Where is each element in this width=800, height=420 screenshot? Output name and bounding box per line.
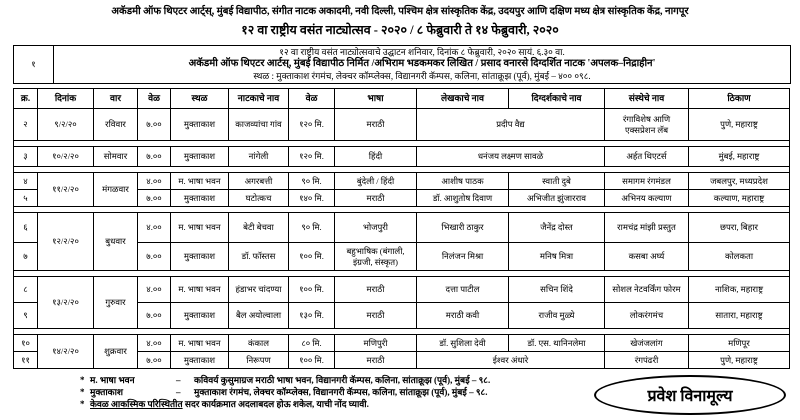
- cell-date: १०/२/२०: [38, 147, 94, 167]
- cell-author-director: धनंजय लक्ष्मण सावळे: [417, 147, 605, 167]
- cell-play: बेटी बेचवा: [229, 213, 289, 243]
- cell-sr: १०: [14, 335, 38, 352]
- cell-author: निलंजन मिश्रा: [417, 243, 509, 271]
- cell-duration: १४० मि.: [289, 190, 335, 207]
- cell-play: घटोत्कच: [229, 190, 289, 207]
- footnote-bullet: *: [80, 387, 85, 398]
- free-entry-stamp-label: प्रवेश विनामूल्य: [647, 388, 733, 405]
- footnote-term: म. भाषा भवन: [90, 375, 135, 385]
- inauguration-line2: अकॅडमी ऑफ थिएटर आर्टस्, मुंबई विद्यापीठ निर्मित /अभिराम भडकमकर लिखित / प्रसाद वनारसे दिग्दर्शित नाटक 'अपलक–निद्राहीन': [188, 58, 656, 70]
- cell-author-director: ईश्वर अंधारे: [417, 352, 605, 369]
- cell-author: दत्ता पाटील: [417, 277, 509, 303]
- cell-language: बुंदेली / हिंदी: [335, 173, 417, 190]
- footnote-text: मुक्ताकाश रंगमंच, लेक्चर कॉम्प्लेक्स, विद्यानगरी कॅम्पस, कलिना, सांताक्रूझ (पूर्व), मुंबई – ९८.: [194, 387, 488, 398]
- cell-play: काजव्यांचा गांव: [229, 109, 289, 141]
- cell-venue: मुक्ताकाश: [171, 147, 229, 167]
- cell-author: भिखारी ठाकुर: [417, 213, 509, 243]
- cell-venue: मुक्ताकाश: [171, 109, 229, 141]
- inauguration-line1: १२ वा राष्ट्रीय वसंत नाट्योत्सवाचे उद्घाटन शनिवार, दिनांक ८ फेब्रुवारी, २०२० सायं. ६.३० वा.: [279, 47, 565, 57]
- cell-sr: ७: [14, 243, 38, 271]
- cell-language: मराठी: [335, 277, 417, 303]
- cell-language: भोजपुरी: [335, 213, 417, 243]
- cell-duration: १०० मि.: [289, 277, 335, 303]
- cell-venue: म. भाषा भवन: [171, 335, 229, 352]
- schedule-block: [13, 88, 790, 369]
- cell-time: ७.००: [138, 303, 171, 329]
- cell-date: १३/२/२०: [38, 277, 94, 329]
- cell-date: १४/२/२०: [38, 335, 94, 369]
- cell-language: मणिपुरी: [335, 335, 417, 352]
- cell-venue: म. भाषा भवन: [171, 213, 229, 243]
- cell-director: अभिजीत झुंजारराव: [509, 190, 605, 207]
- cell-date: ११/२/२०: [38, 173, 94, 207]
- cell-organisation: लोकरंगमंच: [605, 303, 689, 329]
- festival-title: १२ वा राष्ट्रीय वसंत नाट्योत्सव - २०२० / ८ फेब्रुवारी ते १४ फेब्रुवारी, २०२०: [241, 23, 559, 37]
- cell-director: डॉ. एस. थानिनलेमा: [509, 335, 605, 352]
- cell-organisation: समागम रंगमंडल: [605, 173, 689, 190]
- table-row: [14, 109, 790, 141]
- cell-time: ७.००: [138, 352, 171, 369]
- table-row: [14, 147, 790, 167]
- cell-time: ७.००: [138, 190, 171, 207]
- cell-date: ९/२/२०: [38, 109, 94, 141]
- col-header-time: वेळ: [138, 89, 171, 109]
- cell-play: निरूपण: [229, 352, 289, 369]
- cell-day: शुक्रवार: [94, 335, 138, 369]
- cell-duration: ९० मि.: [289, 213, 335, 243]
- inauguration-details: [54, 46, 791, 84]
- cell-duration: ९० मि.: [289, 173, 335, 190]
- cell-sr: ४: [14, 173, 38, 190]
- cell-place: कोलकता: [689, 243, 790, 271]
- cell-language: मराठी: [335, 303, 417, 329]
- cell-time: ७.००: [138, 109, 171, 141]
- organising-bodies-line: अकॅडमी ऑफ थिएटर आर्ट्स्, मुंबई विद्यापीठ, संगीत नाटक अकादमी, नवी दिल्ली, पश्चिम क्षेत्र सांस्कृतिक केंद्र, उदयपुर आणि दक्षिण मध्य क्षेत्र सांस्कृतिक केंद्र, नागपूर: [111, 6, 689, 17]
- footnote-term: मुक्ताकाश: [90, 387, 124, 398]
- cell-play: कंकाल: [229, 335, 289, 352]
- inauguration-line3: स्थळ : मुक्ताकाश रंगमंच, लेक्चर कॉम्प्लेक्स, विद्यानगरी कॅम्पस, कलिना, सांताक्रूझ (पूर्व), मुंबई – ४०० ०९८.: [253, 70, 591, 81]
- cell-author: डॉ. आशुतोष दिवाण: [417, 190, 509, 207]
- cell-sr-number: १: [14, 46, 54, 84]
- document-header: [0, 0, 800, 38]
- cell-director: सचिन शिंदे: [509, 277, 605, 303]
- footnote-bullet: *: [80, 399, 85, 410]
- cell-play: बैल अयोल्वाला: [229, 303, 289, 329]
- cell-play: डॉ. फॉस्तस: [229, 243, 289, 271]
- cell-language: मराठी: [335, 190, 417, 207]
- cell-duration: १२० मि.: [289, 109, 335, 141]
- schedule-table: [13, 88, 790, 369]
- footnote-rest: सदर कार्यक्रमात अदलाबदल होऊ शकेल, याची नोंद घ्यावी.: [182, 399, 369, 410]
- cell-date: १२/२/२०: [38, 213, 94, 271]
- cell-director: मनिष मित्रा: [509, 243, 605, 271]
- cell-duration: १०० मि.: [289, 352, 335, 369]
- cell-play: नांगेली: [229, 147, 289, 167]
- cell-day: बुधवार: [94, 213, 138, 271]
- header-row: [14, 89, 790, 109]
- table-row: [14, 173, 790, 190]
- cell-place: मणिपूर: [689, 335, 790, 352]
- cell-venue: म. भाषा भवन: [171, 277, 229, 303]
- cell-venue: मुक्ताकाश: [171, 303, 229, 329]
- cell-venue: मुक्ताकाश: [171, 190, 229, 207]
- cell-language: मराठी: [335, 109, 417, 141]
- cell-sr: ५: [14, 190, 38, 207]
- footnote-dash: –: [176, 375, 181, 385]
- table-row: [14, 277, 790, 303]
- table-row: [14, 335, 790, 352]
- cell-language: हिंदी: [335, 147, 417, 167]
- cell-director: स्वाती दुबे: [509, 173, 605, 190]
- col-header-sr: क्र.: [14, 89, 38, 109]
- cell-sr: ६: [14, 213, 38, 243]
- cell-place: मुंबई, महाराष्ट्र: [689, 147, 790, 167]
- cell-organisation: रंगाविशेष आणि एक्सप्रेशन लॅब: [605, 109, 689, 141]
- cell-duration: १२० मि.: [289, 147, 335, 167]
- cell-duration: १३० मि.: [289, 303, 335, 329]
- cell-time: ४.००: [138, 213, 171, 243]
- cell-place: नाशिक, महाराष्ट्र: [689, 277, 790, 303]
- cell-duration: ८० मि.: [289, 335, 335, 352]
- cell-day: सोमवार: [94, 147, 138, 167]
- cell-sr: २: [14, 109, 38, 141]
- cell-organisation: अर्हत थिएटर्स: [605, 147, 689, 167]
- cell-author: मराठी कवी: [417, 303, 509, 329]
- cell-venue: म. भाषा भवन: [171, 173, 229, 190]
- col-header-date: दिनांक: [38, 89, 94, 109]
- col-header-author: लेखकाचे नाव: [417, 89, 509, 109]
- cell-day: मंगळवार: [94, 173, 138, 207]
- footnote-bullet: *: [80, 375, 85, 385]
- cell-place: छपरा, बिहार: [689, 213, 790, 243]
- cell-play: अगरबत्ती: [229, 173, 289, 190]
- cell-sr: ३: [14, 147, 38, 167]
- cell-organisation: खेजंजलांग: [605, 335, 689, 352]
- cell-place: पुणे, महाराष्ट्र: [689, 109, 790, 141]
- cell-language: बहुभाषिक (बंगाली, इंग्रजी, संस्कृत): [335, 243, 417, 271]
- cell-author: डॉ. सुशिला देवी: [417, 335, 509, 352]
- cell-time: ४.००: [138, 335, 171, 352]
- cell-venue: मुक्ताकाश: [171, 243, 229, 271]
- cell-author-director: प्रदीप वैद्य: [417, 109, 605, 141]
- cell-organisation: सोशल नेटवर्किंग फोरम: [605, 277, 689, 303]
- cell-sr: ११: [14, 352, 38, 369]
- cell-organisation: कसबा अर्घ्य: [605, 243, 689, 271]
- inauguration-block: [13, 45, 790, 84]
- cell-organisation: अभिनय कल्याण: [605, 190, 689, 207]
- cell-language: मराठी: [335, 352, 417, 369]
- inauguration-table: [13, 45, 791, 84]
- cell-time: ४.००: [138, 173, 171, 190]
- cell-director: जैनेंद्र दोस्त: [509, 213, 605, 243]
- cell-time: ४.००: [138, 277, 171, 303]
- cell-director: राजीव मुळ्ये: [509, 303, 605, 329]
- col-header-language: भाषा: [335, 89, 417, 109]
- col-header-place: ठिकाण: [689, 89, 790, 109]
- cell-time: ७.००: [138, 243, 171, 271]
- cell-sr: ८: [14, 277, 38, 303]
- cell-organisation: रामचंद्र मांझी प्रस्तुत: [605, 213, 689, 243]
- col-header-venue: स्थळ: [171, 89, 229, 109]
- footnote-dash: –: [176, 387, 181, 398]
- cell-day: गुरुवार: [94, 277, 138, 329]
- cell-play: हंडाभर चांदण्या: [229, 277, 289, 303]
- cell-sr: ९: [14, 303, 38, 329]
- cell-duration: १०० मि.: [289, 243, 335, 271]
- cell-venue: मुक्ताकाश: [171, 352, 229, 369]
- col-header-duration: वेळ: [289, 89, 335, 109]
- table-row: [14, 213, 790, 243]
- cell-place: जबलपुर, मध्यप्रदेश: [689, 173, 790, 190]
- cell-place: कल्याण, महाराष्ट्र: [689, 190, 790, 207]
- col-header-play: नाटकाचे नाव: [229, 89, 289, 109]
- cell-organisation: रंगपंढरी: [605, 352, 689, 369]
- cell-place: सातारा, महाराष्ट्र: [689, 303, 790, 329]
- col-header-organisation: संस्थेचे नाव: [605, 89, 689, 109]
- col-header-director: दिग्दर्शकाचे नाव: [509, 89, 605, 109]
- col-header-day: वार: [94, 89, 138, 109]
- footnote-underlined-phrase: केवळ आकस्मिक परिस्थितीत: [90, 399, 183, 410]
- cell-place: पुणे, महाराष्ट्र: [689, 352, 790, 369]
- cell-day: रविवार: [94, 109, 138, 141]
- footnote-text: कविवर्य कुसुमाग्रज मराठी भाषा भवन, विद्यानगरी कॅम्पस, कलिना, सांताक्रूझ (पूर्व), मुंबई – ९८.: [194, 375, 491, 385]
- cell-author: आशीष पाठक: [417, 173, 509, 190]
- cell-time: ७.००: [138, 147, 171, 167]
- free-entry-stamp: [594, 375, 786, 415]
